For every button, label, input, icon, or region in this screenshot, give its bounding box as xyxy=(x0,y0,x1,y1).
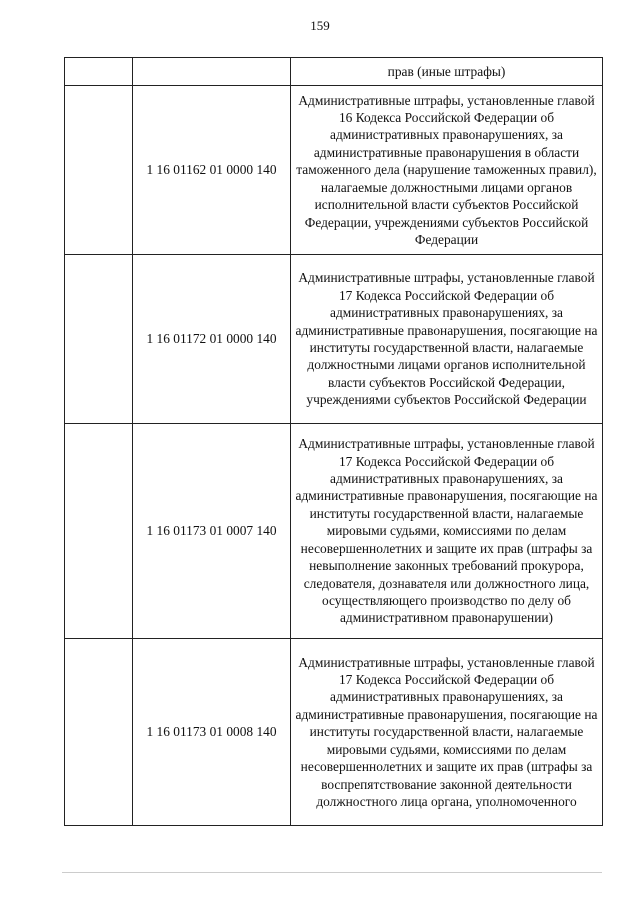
table-row xyxy=(65,639,603,826)
admin-code-cell xyxy=(65,255,133,424)
code-cell xyxy=(133,58,291,86)
fine-description: Административные штрафы, установленные главой 17 Кодекса Российской Федерации об административных правонарушениях, за административные правонарушения, посягающие на институты государственной власти, налагаемые мировыми судьями, комиссиями по делам несовершеннолетних и защите их прав (штрафы за невыполнение законных требований прокурора, следователя, дознавателя или должностного лица, осуществляющего производство по делу об административном правонарушении) xyxy=(291,424,603,639)
continued-row xyxy=(65,58,603,86)
admin-code-cell xyxy=(65,639,133,826)
table-row xyxy=(65,424,603,639)
budget-code: 1 16 01162 01 0000 140 xyxy=(133,86,291,255)
budget-codes-table xyxy=(64,57,603,826)
budget-code: 1 16 01173 01 0008 140 xyxy=(133,639,291,826)
budget-code: 1 16 01173 01 0007 140 xyxy=(133,424,291,639)
table-row xyxy=(65,255,603,424)
fine-description: Административные штрафы, установленные главой 17 Кодекса Российской Федерации об административных правонарушениях, за административные правонарушения, посягающие на институты государственной власти, налагаемые должностными лицами органов исполнительной власти субъектов Российской Федерации, учреждениями субъектов Российской Федерации xyxy=(291,255,603,424)
admin-code-cell xyxy=(65,58,133,86)
table-row xyxy=(65,86,603,255)
fine-description: Административные штрафы, установленные главой 17 Кодекса Российской Федерации об административных правонарушениях, за административные правонарушения, посягающие на институты государственной власти, налагаемые мировыми судьями, комиссиями по делам несовершеннолетних и защите их прав (штрафы за воспрепятствование законной деятельности должностного лица органа, уполномоченного xyxy=(291,639,603,826)
page-number: 159 xyxy=(310,18,330,33)
admin-code-cell xyxy=(65,86,133,255)
budget-code: 1 16 01172 01 0000 140 xyxy=(133,255,291,424)
continued-description: прав (иные штрафы) xyxy=(291,58,603,86)
fine-description: Административные штрафы, установленные главой 16 Кодекса Российской Федерации об административных правонарушениях, за административные правонарушения в области таможенного дела (нарушение таможенных правил), налагаемые должностными лицами органов исполнительной власти субъектов Российской Федерации, учреждениями субъектов Российской Федерации xyxy=(291,86,603,255)
admin-code-cell xyxy=(65,424,133,639)
scan-edge-line xyxy=(62,872,602,873)
